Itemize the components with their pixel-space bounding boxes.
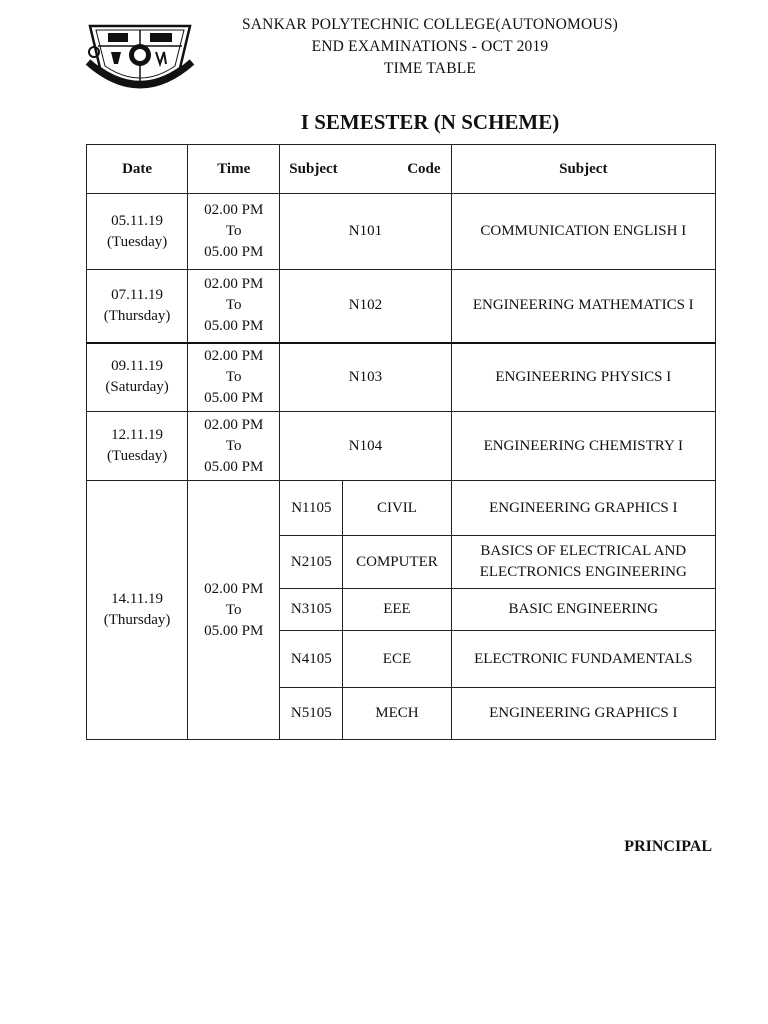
day: (Tuesday) xyxy=(106,448,168,464)
date: 09.11.19 xyxy=(111,358,164,375)
date: 07.11.19 xyxy=(111,286,164,303)
time-from: 02.00 PM xyxy=(204,347,264,364)
date: 14.11.19 xyxy=(111,591,164,607)
department: ECE xyxy=(343,631,451,688)
time-cell xyxy=(188,270,280,343)
table-row xyxy=(87,270,716,343)
subject-code: N4105 xyxy=(280,631,343,688)
doc-title: TIME TABLE xyxy=(383,60,477,77)
time-to-word: To xyxy=(225,223,242,239)
col-header-subject-code-a: Subject xyxy=(289,160,338,177)
subject-code: N3105 xyxy=(280,589,343,631)
day: (Thursday) xyxy=(103,612,171,628)
subject-code: N104 xyxy=(280,412,451,481)
day: (Tuesday) xyxy=(106,233,168,250)
time-to-word: To xyxy=(225,368,242,385)
table-row xyxy=(87,412,716,481)
time-from: 02.00 PM xyxy=(204,416,264,433)
subject-code: N1105 xyxy=(280,481,343,536)
subject-line-1: ENGINEERING GRAPHICS I xyxy=(489,499,678,516)
subject-name: ENGINEERING MATHEMATICS I xyxy=(451,270,715,343)
time-from: 02.00 PM xyxy=(204,202,264,218)
col-header-date: Date xyxy=(87,145,188,194)
subject-code: N103 xyxy=(280,343,451,412)
time-to-word: To xyxy=(225,601,242,618)
col-header-subject: Subject xyxy=(451,145,715,194)
date: 05.11.19 xyxy=(111,212,164,229)
time-to: 05.00 PM xyxy=(204,318,264,335)
table-header-row xyxy=(87,145,716,194)
subject-name xyxy=(451,688,715,740)
semester-title: I SEMESTER (N SCHEME) xyxy=(300,110,560,134)
date-cell xyxy=(87,194,188,270)
time-cell xyxy=(188,412,280,481)
time-to: 05.00 PM xyxy=(204,622,264,639)
col-header-subject-code xyxy=(280,145,451,194)
time-to: 05.00 PM xyxy=(204,389,264,406)
subject-line-1: BASICS OF ELECTRICAL AND xyxy=(480,543,687,559)
subject-code: N2105 xyxy=(280,536,343,589)
subject-line-1: BASIC ENGINEERING xyxy=(508,601,659,617)
subject-name: ENGINEERING PHYSICS I xyxy=(451,343,715,412)
subject-code: N5105 xyxy=(280,688,343,740)
date-cell xyxy=(87,270,188,343)
subject-name xyxy=(451,536,715,589)
department: CIVIL xyxy=(343,481,451,536)
date-cell xyxy=(87,481,188,740)
date-cell xyxy=(87,412,188,481)
time-to: 05.00 PM xyxy=(204,244,264,260)
subject-name xyxy=(451,589,715,631)
day: (Thursday) xyxy=(103,307,171,324)
subject-name xyxy=(451,481,715,536)
subject-code: N101 xyxy=(280,194,451,270)
time-cell xyxy=(188,481,280,740)
subject-name xyxy=(451,631,715,688)
table-row xyxy=(87,343,716,412)
exam-title: END EXAMINATIONS - OCT 2019 xyxy=(311,38,549,55)
time-to-word: To xyxy=(225,437,242,454)
col-header-subject-code-b: Code xyxy=(407,160,441,177)
department: MECH xyxy=(343,688,451,740)
time-from: 02.00 PM xyxy=(204,276,264,293)
subject-line-2: ELECTRONICS ENGINEERING xyxy=(479,564,687,580)
time-to-word: To xyxy=(225,297,242,314)
college-crest-icon xyxy=(84,22,196,94)
department: COMPUTER xyxy=(343,536,451,589)
college-name: SANKAR POLYTECHNIC COLLEGE(AUTONOMOUS) xyxy=(241,16,619,33)
table-row xyxy=(87,481,716,536)
subject-code: N102 xyxy=(280,270,451,343)
timetable xyxy=(86,144,716,740)
col-header-time: Time xyxy=(188,145,280,194)
table-row xyxy=(87,194,716,270)
subject-name: ENGINEERING CHEMISTRY I xyxy=(451,412,715,481)
subject-name: COMMUNICATION ENGLISH I xyxy=(451,194,715,270)
time-from: 02.00 PM xyxy=(204,580,264,597)
subject-line-1: ELECTRONIC FUNDAMENTALS xyxy=(474,650,693,667)
time-cell xyxy=(188,194,280,270)
principal-signatory: PRINCIPAL xyxy=(624,838,712,855)
time-to: 05.00 PM xyxy=(204,458,264,475)
time-cell xyxy=(188,343,280,412)
subject-line-1: ENGINEERING GRAPHICS I xyxy=(489,705,678,721)
day: (Saturday) xyxy=(105,379,169,396)
department: EEE xyxy=(343,589,451,631)
date: 12.11.19 xyxy=(111,427,164,443)
date-cell xyxy=(87,343,188,412)
